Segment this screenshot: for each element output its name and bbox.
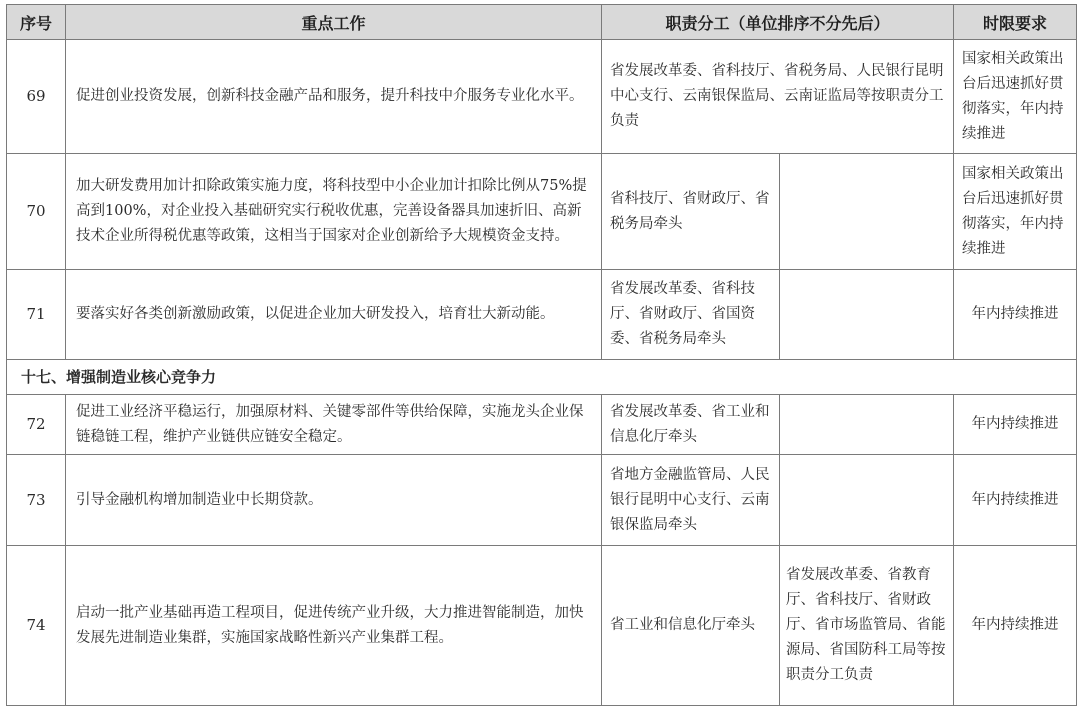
row-seq: 73 — [7, 455, 66, 546]
section-row — [7, 360, 1077, 395]
row-cooperating-units — [780, 455, 954, 546]
row-deadline: 年内持续推进 — [954, 395, 1077, 455]
header-task: 重点工作 — [66, 5, 602, 40]
header-deadline: 时限要求 — [954, 5, 1077, 40]
table-header-row — [7, 5, 1077, 40]
row-task: 促进创业投资发展，创新科技金融产品和服务，提升科技中介服务专业化水平。 — [66, 40, 602, 154]
row-seq: 74 — [7, 546, 66, 706]
row-seq: 71 — [7, 270, 66, 360]
table-row — [7, 546, 1077, 706]
row-deadline: 年内持续推进 — [954, 455, 1077, 546]
row-lead-units: 省地方金融监管局、人民银行昆明中心支行、云南银保监局牵头 — [602, 455, 780, 546]
key-work-table — [6, 4, 1077, 706]
row-seq: 72 — [7, 395, 66, 455]
header-duty: 职责分工（单位排序不分先后） — [602, 5, 954, 40]
table-row — [7, 270, 1077, 360]
row-lead-units: 省工业和信息化厅牵头 — [602, 546, 780, 706]
row-seq: 70 — [7, 154, 66, 270]
row-lead-units: 省发展改革委、省科技厅、省财政厅、省国资委、省税务局牵头 — [602, 270, 780, 360]
table-row — [7, 154, 1077, 270]
row-cooperating-units — [780, 154, 954, 270]
row-cooperating-units — [780, 270, 954, 360]
row-task: 促进工业经济平稳运行，加强原材料、关键零部件等供给保障，实施龙头企业保链稳链工程，维护产业链供应链安全稳定。 — [66, 395, 602, 455]
row-deadline: 国家相关政策出台后迅速抓好贯彻落实，年内持续推进 — [954, 154, 1077, 270]
table-row — [7, 395, 1077, 455]
row-task: 要落实好各类创新激励政策，以促进企业加大研发投入，培育壮大新动能。 — [66, 270, 602, 360]
work-table-frame — [6, 4, 1076, 708]
row-task: 启动一批产业基础再造工程项目，促进传统产业升级，大力推进智能制造，加快发展先进制造业集群，实施国家战略性新兴产业集群工程。 — [66, 546, 602, 706]
table-row — [7, 455, 1077, 546]
row-deadline: 年内持续推进 — [954, 270, 1077, 360]
row-lead-units: 省科技厅、省财政厅、省税务局牵头 — [602, 154, 780, 270]
table-row — [7, 40, 1077, 154]
row-deadline: 国家相关政策出台后迅速抓好贯彻落实，年内持续推进 — [954, 40, 1077, 154]
section-title: 十七、增强制造业核心竞争力 — [7, 360, 1077, 395]
row-cooperating-units: 省发展改革委、省教育厅、省科技厅、省财政厅、省市场监管局、省能源局、省国防科工局等按职责分工负责 — [780, 546, 954, 706]
header-seq: 序号 — [7, 5, 66, 40]
row-lead-units: 省发展改革委、省科技厅、省税务局、人民银行昆明中心支行、云南银保监局、云南证监局等按职责分工负责 — [602, 40, 954, 154]
row-seq: 69 — [7, 40, 66, 154]
row-cooperating-units — [780, 395, 954, 455]
row-lead-units: 省发展改革委、省工业和信息化厅牵头 — [602, 395, 780, 455]
row-deadline: 年内持续推进 — [954, 546, 1077, 706]
row-task: 引导金融机构增加制造业中长期贷款。 — [66, 455, 602, 546]
row-task: 加大研发费用加计扣除政策实施力度，将科技型中小企业加计扣除比例从75%提高到100%，对企业投入基础研究实行税收优惠，完善设备器具加速折旧、高新技术企业所得税优惠等政策，这相当于国家对企业创新给予大规模资金支持。 — [66, 154, 602, 270]
